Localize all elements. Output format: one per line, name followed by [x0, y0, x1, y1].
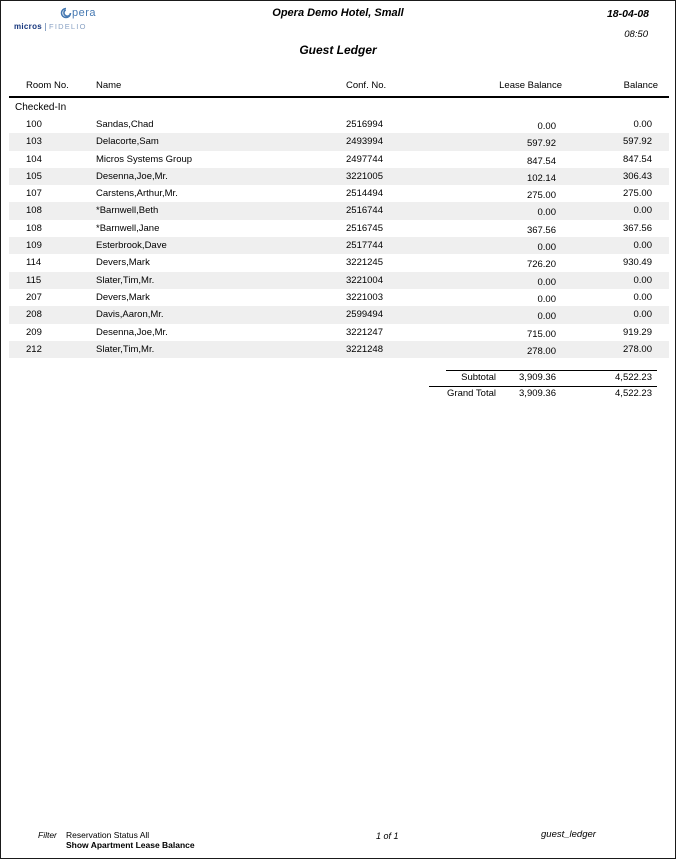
cell-lease-balance: 0.00 — [537, 242, 556, 254]
cell-balance: 278.00 — [622, 343, 652, 355]
cell-guest-name: Davis,Aaron,Mr. — [96, 309, 164, 321]
column-header-conf: Conf. No. — [346, 80, 387, 91]
cell-lease-balance: 726.20 — [526, 259, 556, 271]
cell-room-number: 114 — [26, 257, 42, 269]
cell-lease-balance: 367.56 — [526, 224, 556, 236]
cell-lease-balance: 278.00 — [526, 345, 556, 357]
logo-divider — [45, 23, 46, 31]
table-row — [9, 306, 669, 323]
section-label-checked-in: Checked-In — [15, 102, 67, 113]
cell-guest-name: *Barnwell,Beth — [96, 205, 159, 217]
grand-total-label: Grand Total — [447, 387, 496, 399]
table-row — [9, 272, 669, 289]
cell-room-number: 100 — [26, 119, 42, 130]
table-row — [9, 133, 669, 150]
filter-label: Filter — [38, 830, 57, 840]
cell-conf-number: 2599494 — [346, 309, 383, 321]
report-date: 18-04-08 — [606, 8, 649, 20]
cell-balance: 0.00 — [633, 240, 652, 252]
cell-guest-name: Carstens,Arthur,Mr. — [96, 188, 178, 200]
cell-lease-balance: 275.00 — [526, 190, 556, 202]
cell-lease-balance: 0.00 — [537, 121, 556, 132]
cell-balance: 597.92 — [622, 136, 652, 148]
cell-balance: 0.00 — [633, 274, 652, 286]
cell-lease-balance: 0.00 — [537, 293, 556, 305]
cell-guest-name: Micros Systems Group — [96, 153, 193, 165]
cell-balance: 847.54 — [622, 153, 652, 165]
subtotal-balance: 4,522.23 — [615, 372, 652, 384]
guest-ledger-table — [9, 79, 669, 401]
table-row — [9, 116, 669, 133]
report-file-name: guest_ledger — [541, 829, 596, 840]
cell-lease-balance: 102.14 — [526, 172, 556, 184]
page-number: 1 of 1 — [376, 831, 399, 841]
cell-room-number: 208 — [26, 309, 42, 321]
cell-room-number: 212 — [26, 343, 42, 355]
cell-room-number: 104 — [26, 153, 42, 165]
cell-guest-name: Esterbrook,Dave — [96, 240, 167, 252]
micros-wordmark: micros — [14, 22, 43, 31]
cell-balance: 275.00 — [622, 188, 652, 200]
cell-conf-number: 2493994 — [346, 136, 383, 148]
cell-room-number: 115 — [26, 274, 42, 286]
report-title: Guest Ledger — [299, 43, 377, 57]
cell-guest-name: Slater,Tim,Mr. — [96, 274, 155, 286]
filter-value-reservation-status: Reservation Status All — [66, 830, 150, 840]
cell-balance: 919.29 — [622, 326, 652, 338]
table-row — [9, 168, 669, 185]
table-row — [9, 220, 669, 237]
hotel-name: Opera Demo Hotel, Small — [272, 7, 404, 19]
cell-conf-number: 2497744 — [346, 153, 383, 165]
cell-conf-number: 3221247 — [346, 326, 383, 338]
table-row — [9, 237, 669, 254]
cell-conf-number: 3221003 — [346, 291, 383, 303]
column-header-name: Name — [96, 80, 122, 91]
column-header-room: Room No. — [26, 80, 69, 91]
cell-conf-number: 2516994 — [346, 119, 383, 130]
cell-balance: 0.00 — [633, 205, 652, 217]
cell-guest-name: Slater,Tim,Mr. — [96, 343, 155, 355]
table-row — [9, 185, 669, 202]
header-divider-rule — [9, 96, 669, 98]
cell-guest-name: Devers,Mark — [96, 257, 150, 269]
table-row — [9, 151, 669, 168]
subtotal-lease-balance: 3,909.36 — [519, 372, 556, 384]
cell-lease-balance: 0.00 — [537, 311, 556, 323]
micros-fidelio-wordmark — [14, 22, 114, 31]
cell-conf-number: 3221004 — [346, 274, 383, 286]
cell-room-number: 107 — [26, 188, 42, 200]
cell-conf-number: 3221248 — [346, 343, 383, 355]
cell-guest-name: *Barnwell,Jane — [96, 222, 160, 234]
cell-conf-number: 3221005 — [346, 170, 383, 182]
fidelio-wordmark: FIDELIO — [49, 22, 87, 31]
cell-balance: 306.43 — [622, 170, 652, 182]
cell-balance: 930.49 — [622, 257, 652, 269]
cell-conf-number: 2517744 — [346, 240, 383, 252]
report-time: 08:50 — [624, 29, 648, 40]
table-body — [9, 116, 669, 358]
cell-conf-number: 2516744 — [346, 205, 383, 217]
cell-balance: 0.00 — [633, 309, 652, 321]
table-row — [9, 202, 669, 219]
cell-room-number: 108 — [26, 222, 42, 234]
table-row — [9, 289, 669, 306]
cell-guest-name: Devers,Mark — [96, 291, 150, 303]
filter-values — [66, 830, 195, 850]
column-header-balance: Balance — [623, 80, 658, 91]
cell-conf-number: 2516745 — [346, 222, 383, 234]
cell-conf-number: 2514494 — [346, 188, 383, 200]
grand-total-balance: 4,522.23 — [615, 387, 652, 399]
table-row — [9, 254, 669, 271]
cell-room-number: 103 — [26, 136, 42, 148]
table-row — [9, 341, 669, 358]
cell-guest-name: Delacorte,Sam — [96, 136, 159, 148]
cell-lease-balance: 597.92 — [526, 138, 556, 150]
cell-lease-balance: 0.00 — [537, 276, 556, 288]
cell-room-number: 109 — [26, 240, 42, 252]
table-header-row — [9, 79, 669, 95]
cell-lease-balance: 0.00 — [537, 207, 556, 219]
cell-room-number: 207 — [26, 291, 42, 303]
cell-room-number: 105 — [26, 170, 42, 182]
cell-lease-balance: 715.00 — [526, 328, 556, 340]
table-row — [9, 324, 669, 341]
column-header-lease-balance: Lease Balance — [499, 80, 562, 91]
cell-balance: 367.56 — [622, 222, 652, 234]
cell-guest-name: Sandas,Chad — [96, 119, 154, 130]
grand-total-row — [9, 387, 669, 402]
cell-lease-balance: 847.54 — [526, 155, 556, 167]
filter-value-show-lease-balance: Show Apartment Lease Balance — [66, 840, 195, 850]
cell-guest-name: Desenna,Joe,Mr. — [96, 170, 168, 182]
cell-conf-number: 3221245 — [346, 257, 383, 269]
cell-guest-name: Desenna,Joe,Mr. — [96, 326, 168, 338]
cell-room-number: 209 — [26, 326, 42, 338]
cell-room-number: 108 — [26, 205, 42, 217]
subtotal-label: Subtotal — [461, 372, 496, 384]
opera-brand-text: pera — [72, 7, 97, 19]
subtotal-row — [9, 371, 669, 386]
cell-balance: 0.00 — [633, 291, 652, 303]
cell-balance: 0.00 — [633, 119, 652, 130]
grand-total-lease-balance: 3,909.36 — [519, 387, 556, 399]
